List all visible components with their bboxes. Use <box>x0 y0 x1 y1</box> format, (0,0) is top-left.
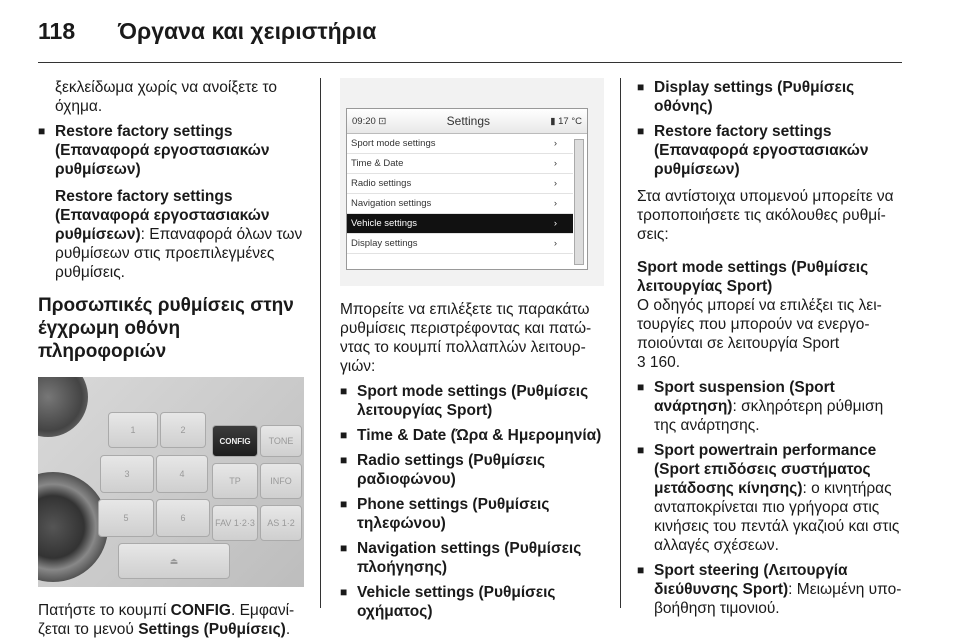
control-panel-photo <box>38 377 304 587</box>
page-title: Όργανα και χειριστήρια <box>118 18 377 44</box>
screen-menu-label: Radio settings <box>351 178 412 189</box>
column-divider-2 <box>620 78 621 608</box>
section-heading: Προσωπικές ρυθμίσεις στην έγχρωμη οθόνη πληροφοριών <box>38 295 294 362</box>
screen-scrollbar <box>574 139 584 265</box>
screen-menu-item <box>347 134 573 154</box>
chevron-right-icon: › <box>553 198 557 209</box>
preset-key-4: 4 <box>156 455 208 493</box>
as-button: AS 1·2 <box>260 505 302 541</box>
sport-option-bullet: ■ Sport suspension (Sport ανάρτηση): σκληρότερη ρύθμιση της ανάρτησης. <box>637 378 905 435</box>
phone-icon: ▮ <box>550 115 556 127</box>
column-2 <box>340 78 604 621</box>
sport-option-bullet: ■ Sport powertrain performance (Sport επιδόσεις συστήματος μετάδοσης κίνησης): ο κινητήρας ανταποκρίνεται πιο γρήγορα στις κινήσεις του πεντάλ γκαζιού και στις αλλαγές σχέσεων. <box>637 441 905 555</box>
col2-intro: Μπορείτε να επιλέξετε τις παρακάτω ρυθμίσεις περιστρέφοντας και πατώ-ντας το κουμπί πολλαπλών λειτουρ-γιών: <box>340 301 592 375</box>
screen-menu-label: Vehicle settings <box>351 218 418 229</box>
bullet-display: ■ Display settings (Ρυθμίσεις οθόνης) <box>637 78 905 116</box>
intro-text: ξεκλείδωμα χωρίς να ανοίξετε το όχημα. <box>55 79 277 115</box>
screen-menu-label: Navigation settings <box>351 198 432 209</box>
preset-key-1: 1 <box>108 412 158 448</box>
sport-option-bullet: ■ Sport steering (Λειτουργία διεύθυνσης Sport): Μειωμένη υπο-βοήθηση τιμονιού. <box>637 561 905 618</box>
chevron-right-icon: › <box>553 238 557 249</box>
bullet-restore-2: ■ Restore factory settings (Επαναφορά εργοστασιακών ρυθμίσεων) <box>637 122 905 179</box>
column-3 <box>637 78 905 618</box>
screen-menu-item <box>347 234 573 254</box>
column-divider-1 <box>320 78 321 608</box>
fav-button: FAV 1·2·3 <box>212 505 258 541</box>
settings-bullet: ■ Radio settings (Ρυθμίσεις ραδιοφώνου) <box>340 451 604 489</box>
screen-temp: 17 °C <box>558 115 582 127</box>
settings-bullet: ■ Sport mode settings (Ρυθμίσεις λειτουργίας Sport) <box>340 382 604 420</box>
chevron-right-icon: › <box>553 158 557 169</box>
page-number: 118 <box>38 18 76 44</box>
screen-title: Settings <box>446 113 490 128</box>
screen-time: 09:20 <box>352 115 376 127</box>
screen-menu-label: Display settings <box>351 238 418 249</box>
restore-detail: Restore factory settings (Επαναφορά εργοστασιακών ρυθμίσεων): Επαναφορά όλων των ρυθμίσεων στις προεπιλεγμένες ρυθμίσεις. <box>55 188 303 281</box>
screen-menu-item <box>347 214 573 234</box>
info-button: INFO <box>260 463 302 499</box>
screen-menu-label: Time & Date <box>351 158 404 169</box>
preset-key-5: 5 <box>98 499 154 537</box>
settings-screen-image <box>340 78 604 286</box>
screen-temp-wrap <box>550 112 582 131</box>
bullet-restore: ■ Restore factory settings (Επαναφορά εργοστασιακών ρυθμίσεων) <box>38 122 306 179</box>
column-1 <box>38 78 306 639</box>
photo-caption: Πατήστε το κουμπί CONFIG. Εμφανί-ζεται το μενού Settings (Ρυθμίσεις). <box>38 602 295 638</box>
settings-bullet: ■ Time & Date (Ώρα & Ημερομηνία) <box>340 426 604 445</box>
header-rule <box>38 62 902 63</box>
sport-text: Ο οδηγός μπορεί να επιλέξει τις λει-τουργίες που μπορούν να ενεργο-ποιούνται σε λειτουργία Sport <box>637 297 882 352</box>
settings-bullet: ■ Navigation settings (Ρυθμίσεις πλοήγησης) <box>340 539 604 577</box>
sport-ref: 3 160. <box>637 354 681 371</box>
settings-bullet: ■ Vehicle settings (Ρυθμίσεις οχήματος) <box>340 583 604 621</box>
volume-knob <box>38 377 88 437</box>
eject-button: ⏏ <box>118 543 230 579</box>
chevron-right-icon: › <box>553 218 557 229</box>
preset-key-2: 2 <box>160 412 206 448</box>
tone-button: TONE <box>260 425 302 457</box>
col2-bullet-list <box>340 382 604 621</box>
screen-menu-item <box>347 194 573 214</box>
sport-heading: Sport mode settings (Ρυθμίσεις λειτουργίας Sport) <box>637 259 869 295</box>
screen-menu-item <box>347 174 573 194</box>
chevron-right-icon: › <box>553 178 557 189</box>
screen-status-bar <box>347 109 587 134</box>
screen-time-wrap <box>352 112 386 131</box>
screen-menu-list <box>347 134 587 254</box>
screen-menu-item <box>347 154 573 174</box>
config-button: CONFIG <box>212 425 258 457</box>
screen-menu-label: Sport mode settings <box>351 138 436 149</box>
col3-intro: Στα αντίστοιχα υπομενού μπορείτε να τροποποιήσετε τις ακόλουθες ρυθμί-σεις: <box>637 188 894 243</box>
clock-icon: ⊡ <box>378 115 387 127</box>
tp-button: TP <box>212 463 258 499</box>
preset-key-6: 6 <box>156 499 210 537</box>
sport-options-list <box>637 378 905 618</box>
settings-bullet: ■ Phone settings (Ρυθμίσεις τηλεφώνου) <box>340 495 604 533</box>
chevron-right-icon: › <box>553 138 557 149</box>
settings-screen <box>346 108 588 270</box>
preset-key-3: 3 <box>100 455 154 493</box>
